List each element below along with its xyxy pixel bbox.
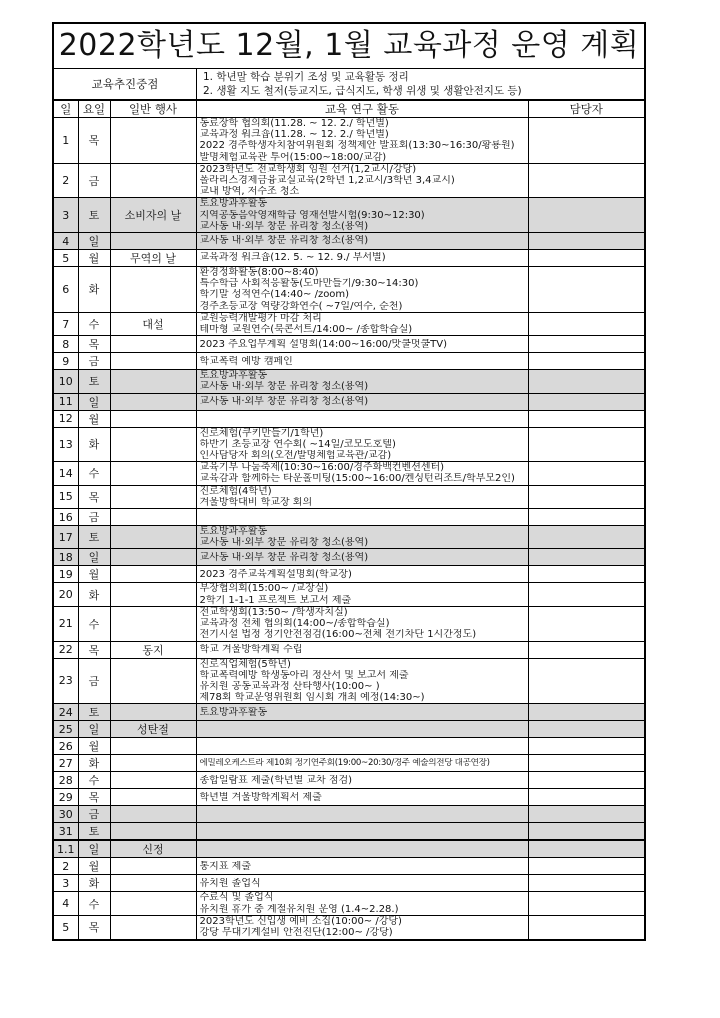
weekday-cell: 일 [78, 549, 110, 566]
activities-cell [196, 738, 528, 755]
schedule-document [52, 22, 646, 941]
header-owner: 담당자 [528, 101, 644, 118]
weekday-cell: 금 [78, 353, 110, 370]
weekday-cell: 금 [78, 163, 110, 198]
owner-cell [528, 772, 644, 789]
general-event-cell [110, 163, 196, 198]
owner-cell [528, 892, 644, 915]
owner-cell [528, 721, 644, 738]
table-row [54, 721, 644, 738]
table-row [54, 410, 644, 427]
activities-cell [196, 915, 528, 938]
owner-cell [528, 336, 644, 353]
general-event-cell [110, 789, 196, 806]
activities-cell [196, 892, 528, 915]
weekday-cell: 금 [78, 658, 110, 704]
weekday-cell: 목 [78, 485, 110, 508]
general-event-cell [110, 875, 196, 892]
table-row [54, 485, 644, 508]
activities-cell [196, 549, 528, 566]
activity-line: 겨울방학대비 학교장 회의 [199, 496, 313, 508]
owner-cell [528, 233, 644, 250]
table-row [54, 658, 644, 704]
activities-cell [196, 806, 528, 823]
day-cell: 17 [54, 526, 78, 549]
general-event-cell [110, 526, 196, 549]
table-row [54, 549, 644, 566]
focus-items [197, 69, 644, 99]
table-row [54, 583, 644, 606]
general-event-cell [110, 462, 196, 485]
day-cell: 16 [54, 509, 78, 526]
weekday-cell: 월 [78, 566, 110, 583]
activity-line: 교육기부 나눔축제(10:30~16:00/경주화백컨벤션센터) [199, 462, 445, 474]
activities-cell [196, 462, 528, 485]
activities-cell [196, 658, 528, 704]
activities-cell [196, 641, 528, 658]
day-cell: 23 [54, 658, 78, 704]
activity-line: 진로직업체험(5학년) [199, 658, 291, 670]
day-cell: 7 [54, 312, 78, 335]
general-event-cell [110, 755, 196, 772]
day-cell: 5 [54, 915, 78, 938]
activity-line: 교사동 내·외부 창문 유리창 청소(용역) [199, 551, 369, 563]
activities-cell [196, 583, 528, 606]
general-event-cell [110, 267, 196, 313]
weekday-cell: 일 [78, 721, 110, 738]
general-event-cell: 신정 [110, 840, 196, 858]
activity-line: 교사동 내·외부 창문 유리창 청소(용역) [199, 220, 369, 232]
activity-line: 토요방과후활동 [199, 370, 268, 382]
activity-line: 학기말 성적연수(14:40~ /zoom) [199, 289, 350, 301]
activity-line: 교사동 내·외부 창문 유리창 청소(용역) [199, 235, 369, 247]
weekday-cell: 금 [78, 806, 110, 823]
weekday-cell: 토 [78, 370, 110, 393]
activities-cell [196, 755, 528, 772]
table-row [54, 462, 644, 485]
activity-line: 테마형 교원연수(북콘서트/14:00~ /종합학습실) [199, 324, 413, 336]
general-event-cell [110, 485, 196, 508]
weekday-cell: 목 [78, 641, 110, 658]
weekday-cell: 수 [78, 772, 110, 789]
page-title: 2022학년도 12월, 1월 교육과정 운영 계획 [54, 24, 644, 69]
activities-cell [196, 875, 528, 892]
day-cell: 5 [54, 250, 78, 267]
activity-line: 토요방과후활동 [199, 526, 268, 538]
table-row [54, 370, 644, 393]
table-row [54, 353, 644, 370]
table-row [54, 198, 644, 233]
weekday-cell: 목 [78, 915, 110, 938]
general-event-cell [110, 233, 196, 250]
activity-line: 교사동 내·외부 창문 유리창 청소(용역) [199, 396, 369, 408]
activity-line: 특수학급 사회적응활동(도마만들기/9:30~14:30) [199, 278, 419, 290]
day-cell: 24 [54, 704, 78, 721]
general-event-cell [110, 509, 196, 526]
weekday-cell: 월 [78, 410, 110, 427]
general-event-cell: 소비자의 날 [110, 198, 196, 233]
day-cell: 22 [54, 641, 78, 658]
owner-cell [528, 915, 644, 938]
day-cell: 19 [54, 566, 78, 583]
day-cell: 10 [54, 370, 78, 393]
activity-line: 전기시설 법정 정기안전점검(16:00~전체 전기차단 1시간정도) [199, 629, 477, 641]
activity-line: 교육감과 함께하는 타운홀미팅(15:00~16:00/켄싱턴리조트/학부모2인) [199, 473, 515, 485]
owner-cell [528, 566, 644, 583]
weekday-cell: 토 [78, 198, 110, 233]
activities-cell [196, 704, 528, 721]
day-cell: 1.1 [54, 840, 78, 858]
activities-cell [196, 566, 528, 583]
day-cell: 26 [54, 738, 78, 755]
activities-cell [196, 427, 528, 462]
activity-line: 에밀레오케스트라 제10회 정기연주회(19:00~20:30/경주 예술의전당 대공연장) [199, 757, 490, 768]
table-row [54, 704, 644, 721]
activities-cell [196, 393, 528, 410]
day-cell: 3 [54, 875, 78, 892]
weekday-cell: 토 [78, 526, 110, 549]
activities-cell [196, 312, 528, 335]
general-event-cell [110, 118, 196, 164]
owner-cell [528, 410, 644, 427]
weekday-cell: 수 [78, 462, 110, 485]
table-row [54, 823, 644, 841]
owner-cell [528, 840, 644, 858]
owner-cell [528, 485, 644, 508]
activity-line: 교내 방역, 저수조 청소 [199, 186, 300, 198]
owner-cell [528, 583, 644, 606]
activities-cell [196, 370, 528, 393]
weekday-cell: 월 [78, 738, 110, 755]
activity-line: 교사동 내·외부 창문 유리창 청소(용역) [199, 537, 369, 549]
activity-line: 교육과정 전체 협의회(14:00~/종합학습실) [199, 618, 390, 630]
day-cell: 13 [54, 427, 78, 462]
table-row [54, 875, 644, 892]
schedule-rows [54, 118, 644, 939]
weekday-cell: 화 [78, 583, 110, 606]
activity-line: 학교폭력예방 학생동아리 정산서 및 보고서 제출 [199, 669, 409, 681]
table-row [54, 267, 644, 313]
weekday-cell: 화 [78, 427, 110, 462]
activity-line: 유치원 졸업식 [199, 877, 261, 889]
table-row [54, 915, 644, 938]
day-cell: 12 [54, 410, 78, 427]
header-general-events: 일반 행사 [110, 101, 196, 118]
table-row [54, 772, 644, 789]
activity-line: 부장협의회(15:00~ /교장실) [199, 583, 329, 595]
activity-line: 수료식 및 졸업식 [199, 892, 274, 904]
weekday-cell: 수 [78, 606, 110, 641]
owner-cell [528, 427, 644, 462]
day-cell: 29 [54, 789, 78, 806]
weekday-cell: 수 [78, 892, 110, 915]
general-event-cell: 성탄절 [110, 721, 196, 738]
day-cell: 4 [54, 233, 78, 250]
general-event-cell [110, 772, 196, 789]
owner-cell [528, 549, 644, 566]
day-cell: 3 [54, 198, 78, 233]
activities-cell [196, 858, 528, 875]
table-row [54, 755, 644, 772]
weekday-cell: 금 [78, 509, 110, 526]
activity-line: 토요방과후활동 [199, 706, 268, 718]
table-row [54, 312, 644, 335]
activity-line: 유치원 공동교육과정 산타행사(10:00~ ) [199, 680, 380, 692]
activity-line: 학교 겨울방학계획 수립 [199, 643, 303, 655]
activities-cell [196, 233, 528, 250]
owner-cell [528, 704, 644, 721]
activity-line: 지역공동음악영재학급 영재선발시험(9:30~12:30) [199, 209, 425, 221]
activity-line: 교사동 내·외부 창문 유리창 청소(용역) [199, 381, 369, 393]
activity-line: 유치원 휴가 중 계절유치원 운영 (1.4~2.28.) [199, 903, 399, 915]
activities-cell [196, 840, 528, 858]
activity-line: 교육과정 워크숍(11.28. ~ 12. 2./ 학년별) [199, 129, 389, 141]
activities-cell [196, 526, 528, 549]
general-event-cell [110, 393, 196, 410]
activity-line: 교육과정 워크숍(12. 5. ~ 12. 9./ 부서별) [199, 252, 386, 264]
day-cell: 25 [54, 721, 78, 738]
activity-line: 통지표 제출 [199, 860, 251, 872]
activity-line: 진로체험(4학년) [199, 485, 272, 497]
day-cell: 18 [54, 549, 78, 566]
weekday-cell: 화 [78, 875, 110, 892]
activity-line: 동료장학 협의회(11.28. ~ 12. 2./ 학년별) [199, 118, 389, 129]
owner-cell [528, 353, 644, 370]
activity-line: 종합일람표 제출(학년별 교차 점검) [199, 774, 353, 786]
owner-cell [528, 526, 644, 549]
weekday-cell: 일 [78, 393, 110, 410]
general-event-cell [110, 353, 196, 370]
focus-label: 교육추진중점 [54, 69, 197, 99]
day-cell: 14 [54, 462, 78, 485]
table-row [54, 393, 644, 410]
focus-item: 2. 생활 지도 철저(등교지도, 급식지도, 학생 위생 및 생활안전지도 등) [203, 85, 522, 97]
activities-cell [196, 353, 528, 370]
weekday-cell: 일 [78, 233, 110, 250]
general-event-cell [110, 549, 196, 566]
owner-cell [528, 509, 644, 526]
weekday-cell: 토 [78, 823, 110, 841]
owner-cell [528, 312, 644, 335]
activities-cell [196, 721, 528, 738]
owner-cell [528, 823, 644, 841]
day-cell: 15 [54, 485, 78, 508]
day-cell: 2 [54, 858, 78, 875]
activity-line: 2023 주요업무계획 설명회(14:00~16:00/맛쿨멋쿨TV) [199, 338, 448, 350]
owner-cell [528, 462, 644, 485]
activity-line: 교원능력개발평가 마감 처리 [199, 312, 322, 324]
weekday-cell: 월 [78, 250, 110, 267]
general-event-cell [110, 566, 196, 583]
activities-cell [196, 485, 528, 508]
table-row [54, 789, 644, 806]
activity-line: 발명체험교육관 투어(15:00~18:00/교감) [199, 151, 387, 163]
activity-line: 토요방과후활동 [199, 198, 268, 210]
activity-line: 2022 경주학생자치참여위원회 정책제안 발표회(13:30~16:30/황룡원) [199, 140, 515, 152]
table-header-row [54, 101, 644, 118]
day-cell: 6 [54, 267, 78, 313]
activity-line: 학교폭력 예방 캠페인 [199, 355, 293, 367]
owner-cell [528, 755, 644, 772]
general-event-cell [110, 915, 196, 938]
focus-item: 1. 학년말 학습 분위기 조성 및 교육활동 정리 [203, 71, 409, 83]
table-row [54, 566, 644, 583]
owner-cell [528, 370, 644, 393]
general-event-cell [110, 606, 196, 641]
day-cell: 4 [54, 892, 78, 915]
table-row [54, 509, 644, 526]
day-cell: 11 [54, 393, 78, 410]
header-day: 일 [54, 101, 78, 118]
general-event-cell [110, 704, 196, 721]
day-cell: 30 [54, 806, 78, 823]
general-event-cell [110, 336, 196, 353]
day-cell: 21 [54, 606, 78, 641]
header-activities: 교육 연구 활동 [196, 101, 528, 118]
general-event-cell [110, 806, 196, 823]
owner-cell [528, 641, 644, 658]
activities-cell [196, 509, 528, 526]
table-row [54, 336, 644, 353]
general-event-cell [110, 892, 196, 915]
general-event-cell [110, 858, 196, 875]
table-row [54, 118, 644, 164]
general-event-cell [110, 823, 196, 841]
weekday-cell: 목 [78, 789, 110, 806]
table-row [54, 840, 644, 858]
activity-line: 2023 경주교육계획설명회(학교장) [199, 568, 352, 580]
schedule-table [54, 100, 644, 939]
table-row [54, 738, 644, 755]
general-event-cell: 동지 [110, 641, 196, 658]
table-row [54, 526, 644, 549]
day-cell: 27 [54, 755, 78, 772]
header-weekday: 요일 [78, 101, 110, 118]
activity-line: 경주초등교장 역량강화연수( ~7일/여수, 순천) [199, 300, 403, 312]
activities-cell [196, 163, 528, 198]
weekday-cell: 목 [78, 336, 110, 353]
day-cell: 20 [54, 583, 78, 606]
table-row [54, 858, 644, 875]
activity-line: 인사담당자 회의(오전/발명체험교육관/교감) [199, 450, 392, 462]
activity-line: 2023학년도 전교학생회 임원 선거(1,2교시/강당) [199, 163, 417, 175]
activities-cell [196, 823, 528, 841]
activity-line: 환경정화활동(8:00~8:40) [199, 267, 319, 279]
weekday-cell: 수 [78, 312, 110, 335]
general-event-cell [110, 583, 196, 606]
activities-cell [196, 198, 528, 233]
owner-cell [528, 250, 644, 267]
owner-cell [528, 393, 644, 410]
table-row [54, 892, 644, 915]
activities-cell [196, 789, 528, 806]
day-cell: 9 [54, 353, 78, 370]
weekday-cell: 토 [78, 704, 110, 721]
activity-line: 전교학생회(13:50~ /학생자치실) [199, 606, 348, 618]
table-row [54, 606, 644, 641]
general-event-cell [110, 738, 196, 755]
owner-cell [528, 267, 644, 313]
owner-cell [528, 858, 644, 875]
table-row [54, 233, 644, 250]
day-cell: 2 [54, 163, 78, 198]
owner-cell [528, 118, 644, 164]
activities-cell [196, 118, 528, 164]
day-cell: 1 [54, 118, 78, 164]
general-event-cell [110, 410, 196, 427]
activity-line: 진로체험(쿠키만들기/1학년) [199, 427, 324, 439]
owner-cell [528, 658, 644, 704]
activities-cell [196, 336, 528, 353]
activities-cell [196, 606, 528, 641]
general-event-cell [110, 370, 196, 393]
weekday-cell: 목 [78, 118, 110, 164]
day-cell: 8 [54, 336, 78, 353]
day-cell: 28 [54, 772, 78, 789]
activities-cell [196, 772, 528, 789]
owner-cell [528, 806, 644, 823]
table-row [54, 250, 644, 267]
activity-line: 2학기 1-1-1 프로젝트 보고서 제출 [199, 594, 352, 606]
table-row [54, 806, 644, 823]
activity-line: 제78회 학교운영위원회 임시회 개최 예정(14:30~) [199, 692, 425, 704]
owner-cell [528, 738, 644, 755]
activity-line: 하반기 초등교장 연수회( ~14일/코모도호텔) [199, 438, 396, 450]
owner-cell [528, 198, 644, 233]
activity-line: 학년별 겨울방학계획서 제출 [199, 791, 322, 803]
general-event-cell [110, 658, 196, 704]
general-event-cell: 무역의 날 [110, 250, 196, 267]
owner-cell [528, 163, 644, 198]
table-row [54, 163, 644, 198]
general-event-cell [110, 427, 196, 462]
owner-cell [528, 875, 644, 892]
general-event-cell: 대설 [110, 312, 196, 335]
education-focus-section [54, 69, 644, 100]
weekday-cell: 일 [78, 840, 110, 858]
activity-line: 강당 무대기계설비 안전진단(12:00~ /강당) [199, 927, 393, 939]
activities-cell [196, 250, 528, 267]
owner-cell [528, 789, 644, 806]
table-row [54, 641, 644, 658]
weekday-cell: 화 [78, 267, 110, 313]
weekday-cell: 화 [78, 755, 110, 772]
activity-line: 2023학년도 신입생 예비 소집(10:00~ /강당) [199, 915, 402, 927]
table-row [54, 427, 644, 462]
day-cell: 31 [54, 823, 78, 841]
weekday-cell: 월 [78, 858, 110, 875]
activities-cell [196, 410, 528, 427]
activities-cell [196, 267, 528, 313]
owner-cell [528, 606, 644, 641]
activity-line: 폴라리스경제금융교실교육(2학년 1,2교시/3학년 3,4교시) [199, 175, 455, 187]
